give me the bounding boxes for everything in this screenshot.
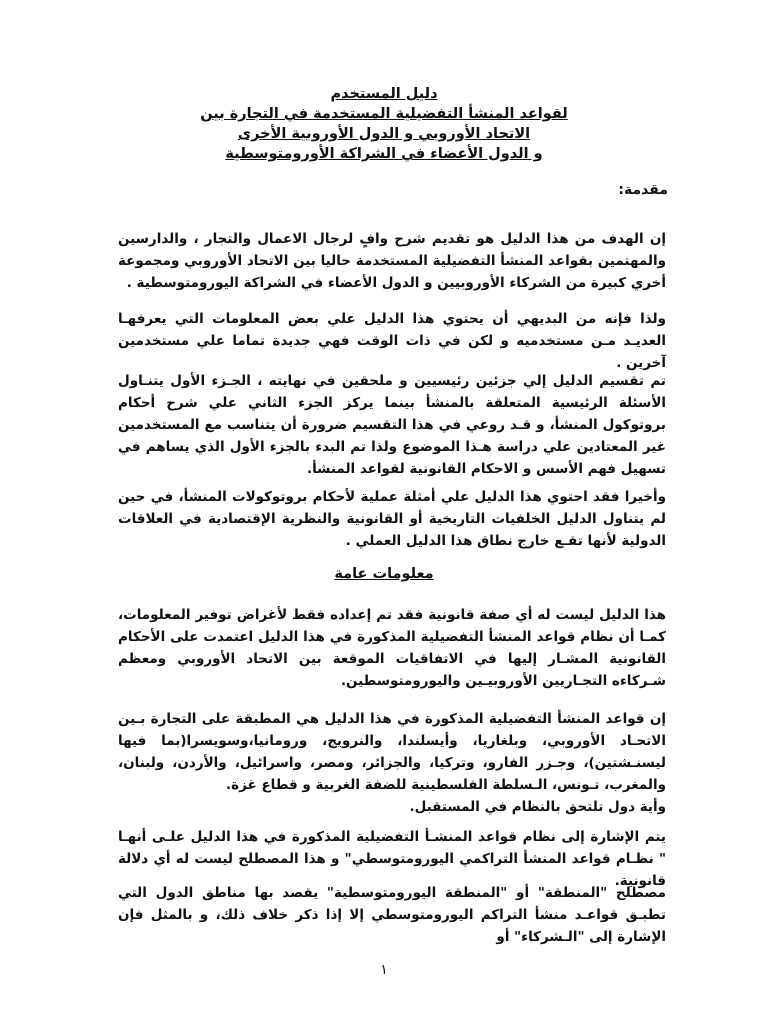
intro-paragraph-1 — [118, 228, 666, 294]
section-title-general-info: معلومات عامة — [334, 566, 434, 582]
document-subtitle-line-1: لقواعد المنشأ التفضيلية المستخدمة في التجارة بين — [200, 106, 568, 122]
general-paragraph-2 — [118, 708, 666, 818]
document-subtitle-line-3: و الدول الأعضاء في الشراكة الأورومتوسطية — [225, 146, 543, 162]
intro-heading: مقدمة: — [618, 182, 668, 198]
intro-paragraph-3 — [118, 370, 666, 480]
paragraph-text: ولذا فإنه من البديهي أن يحتوي هذا الدليل علي بعض المعلومات التي يعرفهـا العديـد مـن مستخدميه و لكن في ذات الوقت فهي جديدة تماما علي مستخدمين آخرين . — [118, 311, 666, 371]
intro-paragraph-4 — [118, 486, 666, 552]
paragraph-text: إن الهدف من هذا الدليل هو تقديم شرح وافٍ لرجال الاعمال والتجار ، والدارسين والمهتمين بقواعد المنشأ التفضيلية المستخدمة حاليا بين الاتحاد الأوروبي ومجموعة أخري كبيرة من الشركاء الأوروبيين و الدول الأعضاء في الشراكة اليورومتوسطية . — [118, 231, 666, 291]
paragraph-text: إن قواعد المنشأ التفضيلية المذكورة في هذا الدليل هي المطبقة على التجارة بـين الاتحـاد الأوروبي، وبلغاريا، وأيسلندا، والنرويج، ورومانيا،وسويسرا(بما فيها ليسنـشتين)، وجـزر الفارو، وتركيا، والجزائر، ومصر، واسرائيل، والأردن، ولبنان، والمغرب، تـونس، الـسلطة الفلسطينية للضفة الغربية و قطاع غزة. — [118, 711, 666, 793]
page-number: ١ — [380, 962, 388, 978]
general-paragraph-1 — [118, 604, 666, 692]
paragraph-text: مصطلح "المنطقة" أو "المنطقة اليورومتوسطية" يقصد بها مناطق الدول التي تطبـق قواعـد منشأ التراكم اليورومتوسطي إلا إذا ذكر خلاف ذلك، و بالمثل فإن الإشارة إلى "الـشركاء" أو — [118, 885, 666, 945]
paragraph-text: يتم الإشارة إلى نظام قواعد المنشـأ التفضيلية المذكورة في هذا الدليل علـى أنهـا " نظـام قواعد المنشأ التراكمي اليورومتوسطي" و هذا المصطلح ليست له أي دلالة قانونية. — [118, 829, 666, 889]
paragraph-text: وأية دول تلتحق بالنظام في المستقبل. — [409, 799, 666, 815]
paragraph-text: هذا الدليل ليست له أي صفة قانونية فقد تم إعداده فقط لأغراض توفير المعلومات، كمـا أن نظام قواعد المنشأ التفضيلية المذكورة في هذا الدليل اعتمدت على الأحكام القانونية المشـار إليها في الاتفاقيات الموقعة بين الاتحاد الأوروبي ومعظم شـركاءه التجـاريين الأوروبيـين واليورومتوسطين. — [118, 607, 666, 689]
document-title-block — [0, 84, 768, 164]
document-title: دليل المستخدم — [330, 86, 438, 102]
general-paragraph-4 — [118, 882, 666, 948]
paragraph-text: تم تقسيم الدليل إلي جزئين رئيسيين و ملحقين في نهايته ، الجـزء الأول يتنـاول الأسئلة الرئيسية المتعلقة بالمنشأ بينما يركز الجزء الثاني علي شرح أحكام بروتوكول المنشأ، و قـد روعي في هذا التقسيم ضرورة أن يتناسب مع المستخدمين غير المعتادين علي دراسة هـذا الموضوع ولذا تم البدء بالجزء الأول الذي يساهم في تسهيل فهم الأسس و الاحكام القانونية لقواعد المنشأ. — [118, 373, 666, 477]
document-subtitle-line-2: الاتحاد الأوروبي و الدول الأوروبية الأخرى — [237, 126, 531, 142]
intro-paragraph-2 — [118, 308, 666, 374]
paragraph-text: وأخيرا فقد احتوي هذا الدليل علي أمثلة عملية لأحكام بروتوكولات المنشأ، في حين لم يتناول الدليل الخلفيات التاريخية أو القانونية والنظرية الإقتصادية في العلاقات الدولية لأنها تقـع خارج نطاق هذا الدليل العملي . — [118, 489, 666, 549]
